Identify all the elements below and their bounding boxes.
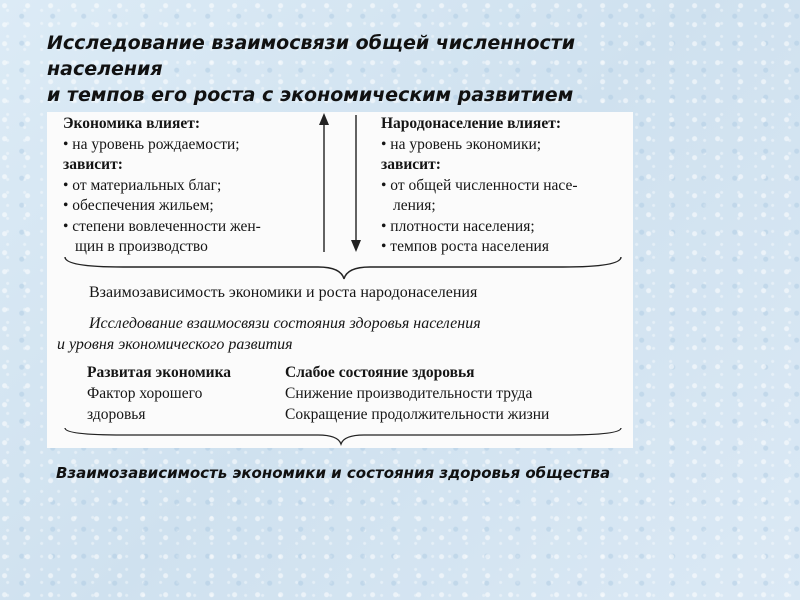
- slide-title: [47, 30, 747, 108]
- developed-economy-line: здоровья: [87, 406, 146, 423]
- weak-health-heading: Слабое состояние здоровья: [285, 364, 475, 381]
- developed-economy-block: [87, 362, 231, 425]
- health-study-title: [57, 313, 632, 355]
- slide-caption: Взаимозависимость экономики и состояния здоровья общества: [56, 464, 611, 482]
- up-arrow-icon: [319, 113, 329, 125]
- economy-depends-item: • степени вовлеченности жен-: [63, 217, 261, 235]
- weak-health-line: Снижение производительности труда: [285, 385, 533, 402]
- weak-health-line: Сокращение продолжительности жизни: [285, 406, 550, 423]
- economy-influence-item: • на уровень рождаемости;: [63, 135, 240, 153]
- economy-depends-heading: зависит:: [63, 156, 123, 173]
- economy-column: [63, 114, 261, 258]
- scanned-diagram: [47, 112, 633, 448]
- economy-depends-item: • от материальных благ;: [63, 176, 222, 194]
- economy-depends-item: щин в производство: [75, 238, 208, 255]
- population-depends-item: • темпов роста населения: [381, 238, 549, 255]
- mutual-influence-arrows: [311, 112, 371, 257]
- health-study-line-1: Исследование взаимосвязи состояния здоровья населения: [89, 315, 481, 332]
- population-influence-item: • на уровень экономики;: [381, 135, 542, 153]
- down-arrow-icon: [351, 240, 361, 252]
- slide-title-line-1: Исследование взаимосвязи общей численности: [47, 32, 576, 54]
- population-influences-heading: Народонаселение влияет:: [381, 115, 561, 132]
- population-column: [381, 114, 578, 258]
- population-depends-item: • от общей численности насе-: [381, 176, 578, 194]
- curly-brace-icon: [63, 255, 623, 283]
- slide-title-line-2: населения: [47, 58, 163, 80]
- weak-health-block: [285, 362, 549, 425]
- bottom-brace-icon: [63, 425, 623, 447]
- population-depends-heading: зависит:: [381, 156, 441, 173]
- developed-economy-heading: Развитая экономика: [87, 364, 232, 381]
- health-study-line-2: и уровня экономического развития: [57, 336, 293, 353]
- population-depends-item: ления;: [393, 197, 436, 214]
- economy-influences-heading: Экономика влияет:: [63, 115, 201, 132]
- economy-population-interdependence: Взаимозависимость экономики и роста народонаселения: [89, 284, 478, 301]
- developed-economy-line: Фактор хорошего: [87, 385, 203, 402]
- slide-title-line-3: и темпов его роста с экономическим развитием: [47, 84, 574, 106]
- population-depends-item: • плотности населения;: [381, 217, 535, 235]
- economy-depends-item: • обеспечения жильем;: [63, 197, 214, 214]
